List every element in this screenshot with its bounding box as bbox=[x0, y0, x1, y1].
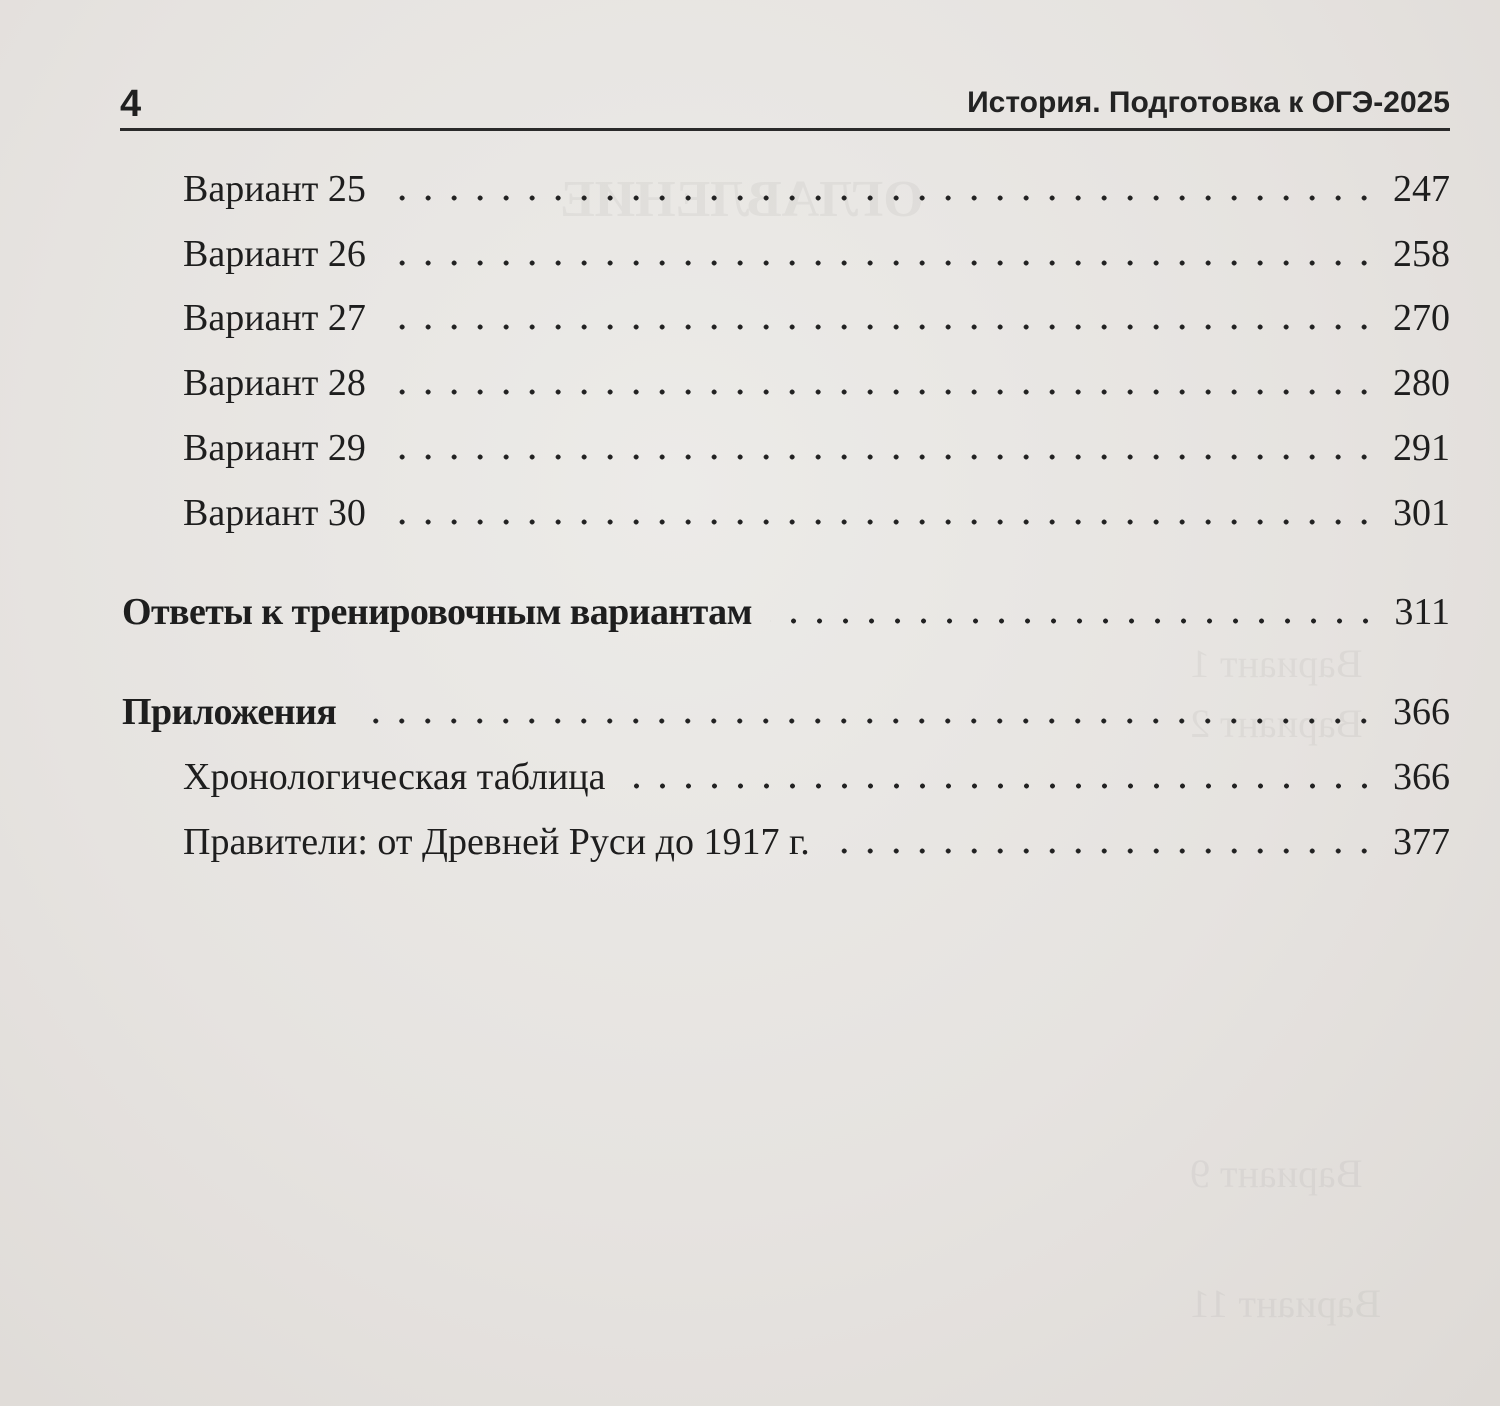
toc-entry-page: 280 bbox=[1393, 362, 1450, 404]
dot-leader bbox=[624, 783, 1377, 789]
running-title: История. Подготовка к ОГЭ-2025 bbox=[967, 86, 1450, 119]
toc-entry-page: 366 bbox=[1393, 691, 1450, 733]
toc-entry-page: 366 bbox=[1393, 756, 1450, 798]
toc-entry-label: Вариант 27 bbox=[183, 297, 366, 339]
toc-entry bbox=[183, 235, 1450, 273]
toc-entry-label: Вариант 26 bbox=[183, 233, 366, 275]
toc-entry bbox=[183, 299, 1450, 337]
dot-leader bbox=[828, 848, 1377, 854]
show-through-text: Вариант 1 bbox=[1190, 641, 1363, 686]
show-through-text: ОГЛАВЛЕНИЕ bbox=[560, 171, 924, 228]
toc-entry bbox=[183, 758, 1450, 796]
toc-entry-page: 311 bbox=[1394, 591, 1450, 633]
toc-section-entry bbox=[122, 593, 1450, 631]
page-header bbox=[120, 76, 1450, 131]
toc-entry bbox=[183, 429, 1450, 467]
dot-leader bbox=[770, 618, 1379, 624]
page-number: 4 bbox=[120, 83, 142, 125]
toc-entry-label: Вариант 29 bbox=[183, 427, 366, 469]
toc-entry-label: Вариант 30 bbox=[183, 492, 366, 534]
toc-entry-label: Вариант 28 bbox=[183, 362, 366, 404]
show-through-text: Вариант 11 bbox=[1190, 1281, 1381, 1326]
dot-leader bbox=[384, 195, 1377, 201]
toc-entry-label: Вариант 25 bbox=[183, 168, 366, 210]
toc-entry bbox=[183, 823, 1450, 861]
toc-entry-label: Правители: от Древней Руси до 1917 г. bbox=[183, 821, 810, 863]
show-through-text: Вариант 9 bbox=[1190, 1151, 1363, 1196]
toc-entry bbox=[183, 170, 1450, 208]
toc-entry-page: 291 bbox=[1393, 427, 1450, 469]
dot-leader bbox=[384, 454, 1377, 460]
toc-section-entry bbox=[122, 693, 1450, 731]
toc-entry-page: 301 bbox=[1393, 492, 1450, 534]
dot-leader bbox=[384, 324, 1377, 330]
dot-leader bbox=[354, 718, 1377, 724]
dot-leader bbox=[384, 260, 1377, 266]
toc-entry-page: 377 bbox=[1393, 821, 1450, 863]
toc-entry bbox=[183, 364, 1450, 402]
toc-entry-label: Хронологическая таблица bbox=[183, 756, 606, 798]
toc-entry-page: 247 bbox=[1393, 168, 1450, 210]
toc-entry-label: Приложения bbox=[122, 691, 337, 733]
toc-entry-label: Ответы к тренировочным вариантам bbox=[122, 591, 752, 633]
toc-entry bbox=[183, 494, 1450, 532]
toc-entry-page: 258 bbox=[1393, 233, 1450, 275]
toc-entry-page: 270 bbox=[1393, 297, 1450, 339]
dot-leader bbox=[384, 389, 1377, 395]
dot-leader bbox=[384, 519, 1377, 525]
